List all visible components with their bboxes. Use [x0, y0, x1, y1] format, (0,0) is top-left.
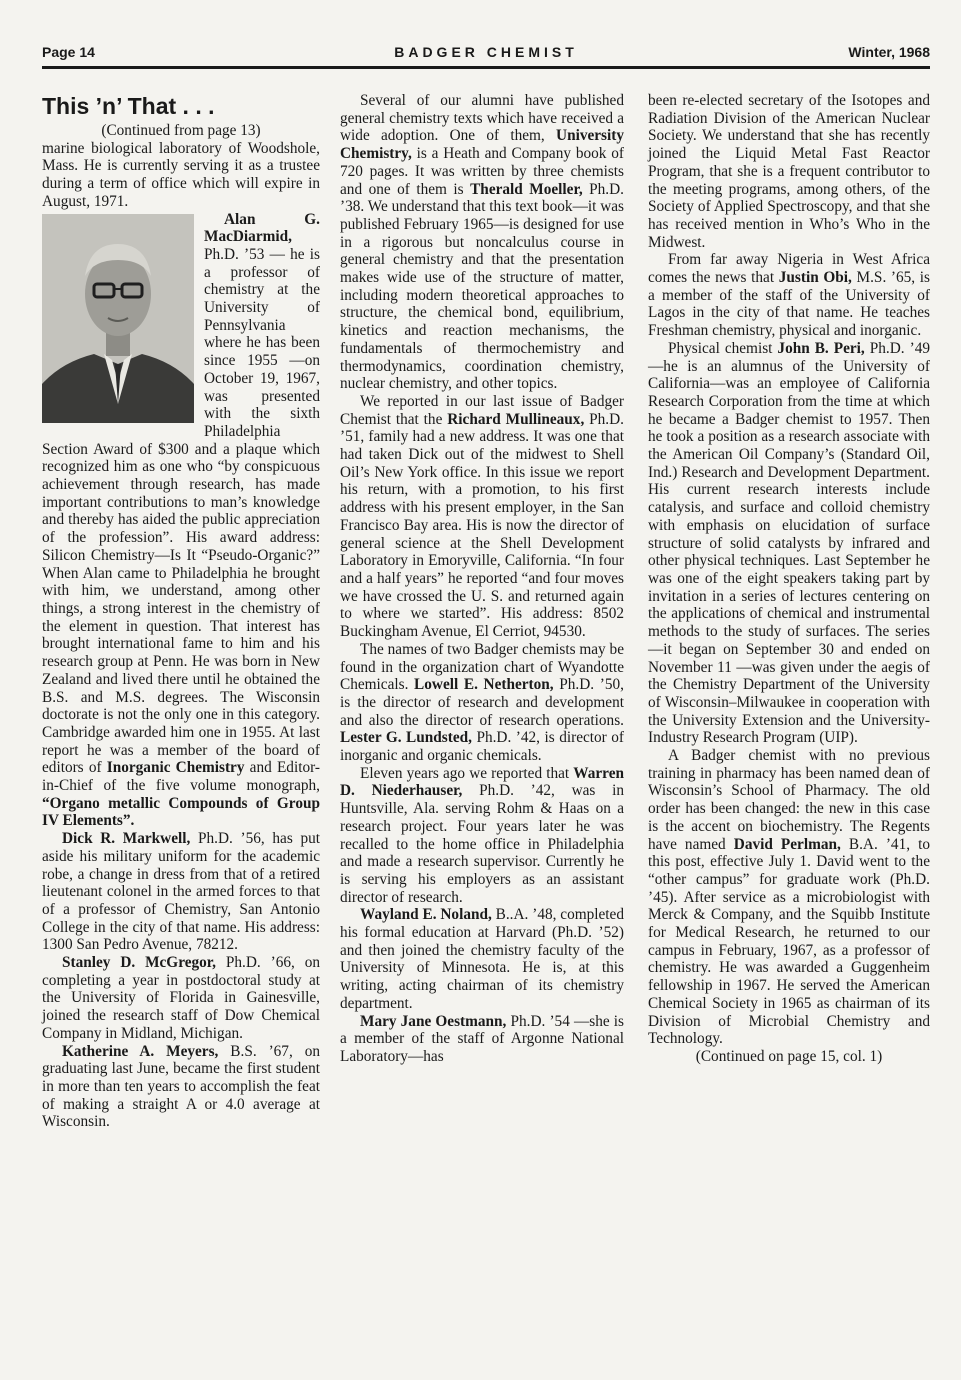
paragraph: Physical chemist John B. Peri, Ph.D. ’49—he is an alumnus of the University of California—was an employee of California Research Corporation from the time at which he became a Badger chemist to 1957. Then he took a position as a research associate with the American Oil Company’s (Standard Oil, Ind.) Research and Development Department. His current research interests include catalysis, and surface and colloid chemistry with emphasis on elucidation of surface structure of solid catalysts by infrared and other physical techniques. Last September he was one of the eight speakers taking part by invitation in a series of lectures centering on the applications of chemical and instrumental methods to the study of surfaces. The series—it began on September 30 and ended on November 11 —was given under the aegis of the Chemistry Department of the University of Wisconsin–Milwaukee in cooperation with the University Extension and the University-Industry Research Program (UIP). [648, 339, 931, 747]
person-name: Lester G. Lundsted, [340, 729, 472, 747]
person-name: Katherine A. Meyers, [62, 1042, 219, 1060]
paragraph: We reported in our last issue of Badger Chemist that the Richard Mullineaux, Ph.D. ’51, family had a new address. It was one that had taken Dick out of the midwest to Shell Oil’s New York office. In this issue we report his return, with a promotion, to his first address with his present employer, in the San Francisco Bay area. His is now the director of general science at the Shell Development Laboratory in Emoryville, California. “In four and a half years” he reported “and four moves we have crossed the U. S. and returned again to where we started”. His address: 8502 Buckingham Avenue, El Cerriot, 94530. [340, 392, 624, 641]
person-name: Richard Mullineaux, [447, 410, 585, 428]
person-name: Warren D. Niederhauser, [340, 764, 624, 800]
paragraph: Katherine A. Meyers, B.S. ’67, on graduating last June, became the first student in more than ten years to accomplish the feat of making a straight A or 4.0 average at Wisconsin. [42, 1042, 320, 1131]
paragraph: been re-elected secretary of the Isotopes and Radiation Division of the American Nuclear Society. We understand that she has recently joined the Liquid Metal Fast Reactor Program, that she is a frequent contributor to the meeting programs, among others, of the Society of Applied Spectroscopy, and that she has received mention in Who’s Who in the Midwest. [648, 92, 930, 251]
person-name: Wayland E. Noland, [360, 906, 492, 924]
page-header [42, 44, 930, 64]
person-name: Dick R. Markwell, [62, 830, 191, 848]
paragraph: Stanley D. McGregor, Ph.D. ’66, on completing a year in postdoctoral study at the University of Florida in Gainesville, joined the research staff of Dow Chemical Company in Midland, Michigan. [42, 954, 320, 1042]
person-name: Therald Moeller, [470, 180, 583, 198]
portrait-photo [42, 214, 194, 423]
paragraph: The names of two Badger chemists may be found in the organization chart of Wyandotte Chemicals. Lowell E. Netherton, Ph.D. ’50, is the director of research and development and also the director of research operations. Lester G. Lundsted, Ph.D. ’42, is director of inorganic and organic chemicals. [340, 640, 624, 765]
paragraph: Eleven years ago we reported that Warren D. Niederhauser, Ph.D. ’42, was in Huntsville, Ala. serving Rohm & Haas on a research project. Four years later he was recalled to the home office in Philadelphia and made a research supervisor. Currently he is serving his employers as an assistant director of research. [340, 764, 624, 906]
journal-name: Inorganic Chemistry [106, 759, 245, 777]
paragraph: Wayland E. Noland, B..A. ’48, completed his formal education at Harvard (Ph.D. ’52) and then joined the chemistry faculty of the University of Minnesota. He is, at this writing, acting chairman of its chemistry department. [340, 906, 624, 1012]
person-name: Stanley D. McGregor, [62, 954, 216, 972]
person-name: Mary Jane Oestmann, [360, 1012, 507, 1030]
person-name: John B. Peri, [777, 339, 865, 357]
paragraph: marine biological laboratory of Woodshole, Mass. He is currently serving it as a trustee during a term of office which will expire in August, 1971. [42, 139, 320, 210]
column-3 [648, 92, 930, 1066]
issue-date: Winter, 1968 [848, 44, 930, 60]
paragraph: From far away Nigeria in West Africa comes the news that Justin Obi, M.S. ’65, is a member of the staff of the University of Lagos in the city of that name. He teaches Freshman chemistry, physical and inorganic. [648, 251, 930, 340]
person-name: Lowell E. Netherton, [414, 676, 554, 694]
paragraph: Dick R. Markwell, Ph.D. ’56, has put aside his military uniform for the academic robe, a change in dress from that of a retired lieutenant colonel in the armed forces to that of a professor of Chemistry, San Antonio College in the city of that name. His address: 1300 San Pedro Avenue, 78212. [42, 830, 320, 954]
article-title: This ’n’ That . . . [42, 93, 215, 119]
book-title: University Chemistry, [340, 127, 624, 163]
continued-from-note: (Continued from page 13) [101, 122, 261, 139]
header-rule [42, 66, 930, 69]
publication-title: BADGER CHEMIST [394, 44, 578, 60]
paragraph: Mary Jane Oestmann, Ph.D. ’54 —she is a member of the staff of Argonne National Laboratory—has [340, 1012, 624, 1065]
page-number: Page 14 [42, 44, 95, 60]
column-1 [42, 92, 320, 1131]
paragraph: A Badger chemist with no previous training in pharmacy has been named dean of Wisconsin’s School of Pharmacy. The old order has been changed: the new in this case is the accent on biochemistry. The Regents have named David Perlman, B.A. ’41, to this post, effective July 1. David went to the “other campus” for graduate work (Ph.D. ’45). After service as a microbiologist with Merck & Company, and the Squibb Institute for Medical Research, he returned to our campus in February, 1967, as a professor of chemistry. He was awarded a Guggenheim fellowship in 1967. He served the American Chemical Society in 1965 as chairman of its Division of Microbial Chemistry and Technology. [648, 747, 930, 1048]
person-name: Justin Obi, [778, 269, 852, 287]
continued-on-note: (Continued on page 15, col. 1) [695, 1047, 883, 1065]
paragraph: Several of our alumni have published general chemistry texts which have received a wide adoption. One of them, University Chemistry, is a Heath and Company book of 720 pages. It was written by three chemists and one of them is Therald Moeller, Ph.D. ’38. We understand that this text book—it was published February 1965—is designed for use in a rigorous but noncalculus course in general chemistry and that the presentation makes wide use of the structure of matter, including modern theoretical approaches to structure, the chemical bond, equilibrium, kinetics and reaction mechanisms, the fundamentals of thermochemistry and thermodynamics, coordination chemistry, nuclear chemistry, and other topics. [340, 92, 625, 393]
column-2 [340, 92, 624, 1066]
person-name: Alan G. MacDiarmid, [204, 210, 320, 246]
person-name: David Perlman, [733, 835, 841, 853]
monograph-title: “Organo metallic Compounds of Group IV Elements”. [42, 794, 320, 830]
paragraph: Alan G. MacDiarmid, Ph.D. ’53 — he is a professor of chemistry at the University of Pennsylvania where he has been since 1955 —on October 19, 1967, was presented with the sixth Philadelphia Section Award of $300 and a plaque which recognized him as one who “by conspicuous achievement through research, has made important contributions to man’s knowledge and thereby has aided the public appreciation of the profession”. His award address: Silicon Chemistry—Is It “Pseudo-Organic?” When Alan came to Philadelphia he brought with him, we understand, among other things, a strong interest in the chemistry of the element in question. That interest has brought international fame to him and his research group at Penn. He was born in New Zealand and lived there until he obtained the B.S. and M.S. degrees. The Wisconsin doctorate is not the only one in this category. Cambridge awarded him one in 1955. At last report he was a member of the board of editors of Inorganic Chemistry and Editor-in-Chief of the five volume monograph, “Organo metallic Compounds of Group IV Elements”. [42, 210, 320, 830]
